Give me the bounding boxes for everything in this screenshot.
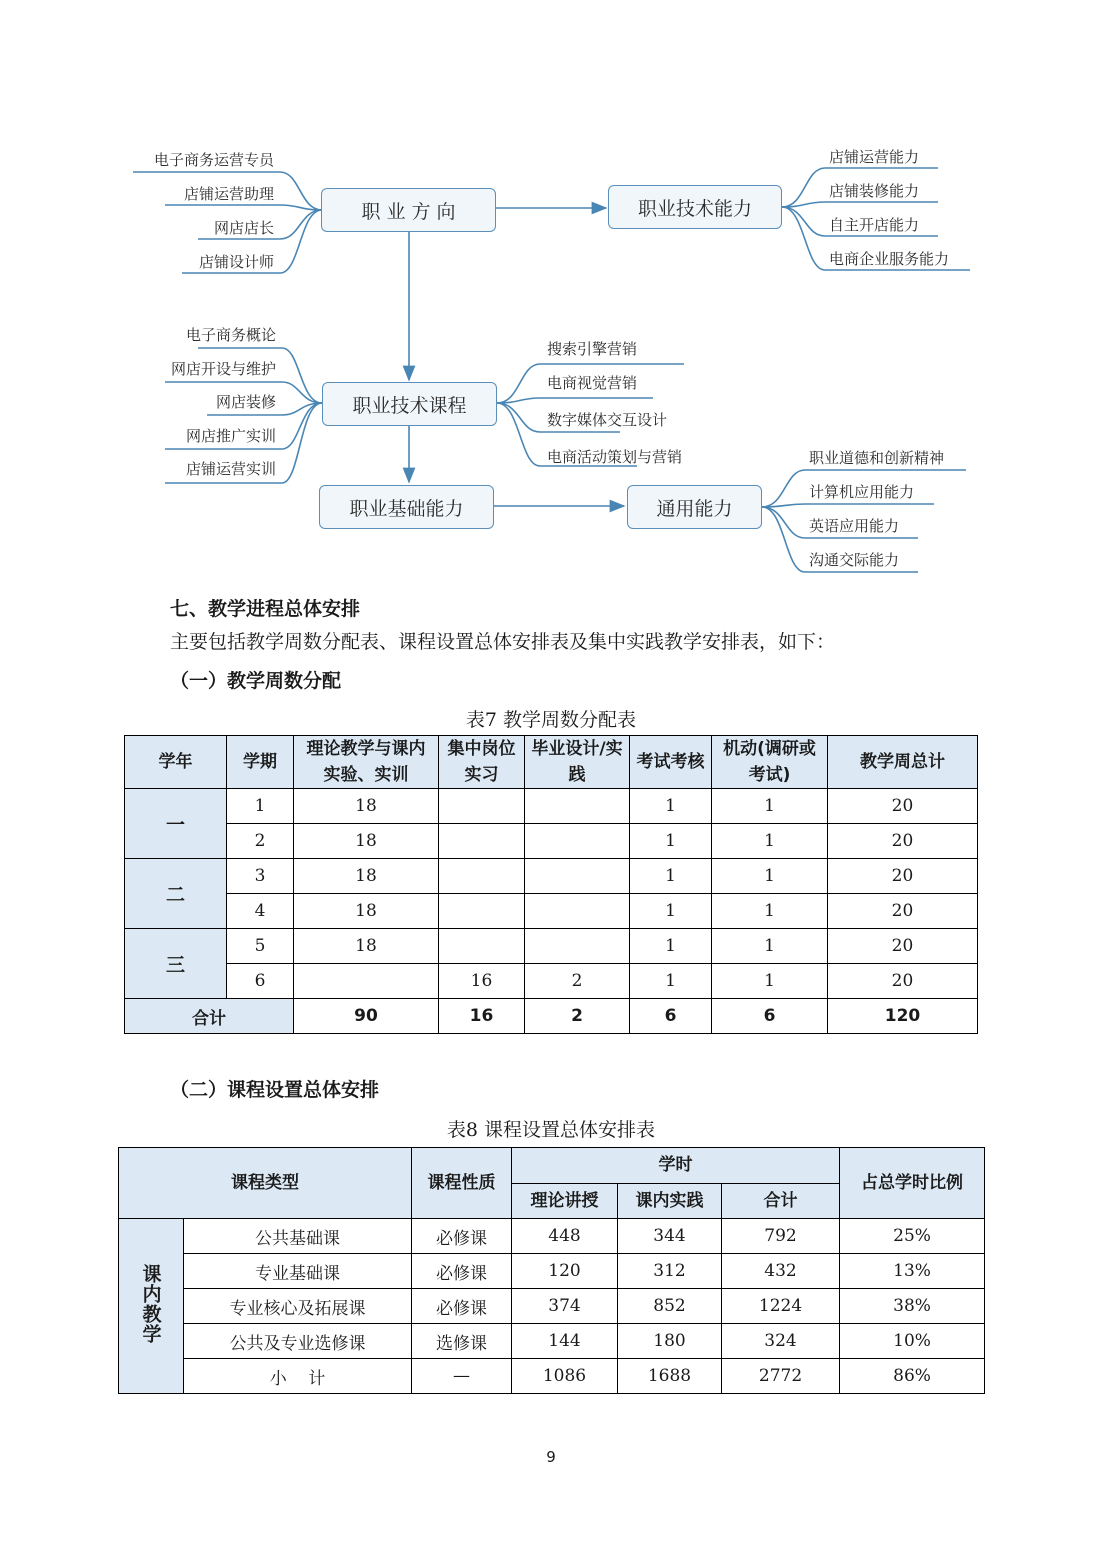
leaf-tech-course-left: 店铺运营实训	[185, 460, 276, 478]
cell: 必修课	[412, 1289, 512, 1324]
branch-line	[497, 398, 653, 403]
table-row	[119, 1219, 985, 1254]
cell: 1	[712, 824, 828, 859]
table-row	[125, 789, 978, 824]
leaf-tech-course-right: 电商活动策划与营销	[547, 448, 683, 466]
header-cell: 教学周总计	[828, 736, 978, 789]
leaf-general-ability: 沟通交际能力	[809, 551, 900, 569]
cell: 公共基础课	[184, 1219, 412, 1254]
header-cell: 考试考核	[630, 736, 712, 789]
total-cell: 6	[630, 999, 712, 1034]
cell: 144	[512, 1324, 618, 1359]
leaf-career-direction: 店铺设计师	[198, 253, 274, 271]
node-career-direction: 职 业 方 向	[321, 188, 496, 232]
cell: 86%	[840, 1359, 985, 1394]
year-cell: 一	[125, 789, 227, 859]
node-general-ability: 通用能力	[627, 485, 762, 529]
cell: 1	[630, 964, 712, 999]
cell: 10%	[840, 1324, 985, 1359]
cell: 专业基础课	[184, 1254, 412, 1289]
cell: 120	[512, 1254, 618, 1289]
table-total-row	[125, 999, 978, 1034]
total-cell: 6	[712, 999, 828, 1034]
total-cell: 2	[525, 999, 630, 1034]
table-row	[125, 964, 978, 999]
table-row	[119, 1324, 985, 1359]
cell: 20	[828, 789, 978, 824]
leaf-tech-course-left: 电子商务概论	[185, 326, 276, 344]
node-tech-course: 职业技术课程	[322, 382, 497, 426]
cell: 专业核心及拓展课	[184, 1289, 412, 1324]
cell	[525, 824, 630, 859]
cell	[525, 789, 630, 824]
section-heading: 七、教学进程总体安排	[170, 598, 361, 620]
cell: 1086	[512, 1359, 618, 1394]
node-tech-ability: 职业技术能力	[608, 185, 782, 229]
cell: 448	[512, 1219, 618, 1254]
branch-line	[782, 202, 938, 207]
branch-line	[762, 504, 934, 507]
header-cell: 理论教学与课内实验、实训	[294, 736, 439, 789]
section-intro: 主要包括教学周数分配表、课程设置总体安排表及集中实践教学安排表，如下：	[170, 631, 836, 653]
table-subtotal-row	[119, 1359, 985, 1394]
cell: 18	[294, 789, 439, 824]
cell: 18	[294, 894, 439, 929]
cell: 1	[630, 859, 712, 894]
cell	[439, 859, 525, 894]
subsection-heading: （一）教学周数分配	[170, 670, 342, 692]
cell	[525, 929, 630, 964]
header-hours: 学时	[512, 1148, 840, 1184]
header-total: 合计	[722, 1184, 840, 1219]
cell: 必修课	[412, 1219, 512, 1254]
leaf-tech-ability: 店铺运营能力	[829, 148, 920, 166]
header-theory: 理论讲授	[512, 1184, 618, 1219]
table-row	[119, 1254, 985, 1289]
header-nature: 课程性质	[412, 1148, 512, 1219]
leaf-tech-course-right: 电商视觉营销	[547, 374, 638, 392]
cell: 1688	[618, 1359, 722, 1394]
cell: —	[412, 1359, 512, 1394]
table7-caption: 表7 教学周数分配表	[465, 709, 637, 731]
table8-header-row	[119, 1148, 985, 1184]
header-cell: 学年	[125, 736, 227, 789]
year-cell: 三	[125, 929, 227, 999]
cell: 6	[227, 964, 294, 999]
teaching-weeks-table	[124, 735, 978, 1034]
year-cell: 二	[125, 859, 227, 929]
table-row	[125, 929, 978, 964]
table-row	[125, 894, 978, 929]
leaf-tech-ability: 自主开店能力	[829, 216, 920, 234]
leaf-tech-course-left: 网店装修	[215, 393, 276, 411]
cell: 20	[828, 824, 978, 859]
cell	[439, 824, 525, 859]
cell: 432	[722, 1254, 840, 1289]
cell: 2	[227, 824, 294, 859]
cell: 1	[630, 894, 712, 929]
header-cell: 机动(调研或考试)	[712, 736, 828, 789]
cell: 792	[722, 1219, 840, 1254]
leaf-tech-course-right: 搜索引擎营销	[547, 340, 638, 358]
cell: 25%	[840, 1219, 985, 1254]
cell: 1	[712, 894, 828, 929]
cell	[525, 859, 630, 894]
page-number: 9	[546, 1448, 556, 1466]
cell	[294, 964, 439, 999]
cell: 38%	[840, 1289, 985, 1324]
cell: 18	[294, 824, 439, 859]
leaf-tech-ability: 店铺装修能力	[829, 182, 920, 200]
cell: 1	[630, 824, 712, 859]
cell: 13%	[840, 1254, 985, 1289]
career-mindmap-diagram	[0, 0, 1102, 590]
cell: 18	[294, 859, 439, 894]
cell: 1	[630, 929, 712, 964]
leaf-general-ability: 计算机应用能力	[809, 483, 915, 501]
cell: 344	[618, 1219, 722, 1254]
cell: 4	[227, 894, 294, 929]
cell: 20	[828, 964, 978, 999]
cell	[525, 894, 630, 929]
course-arrangement-table	[118, 1147, 985, 1394]
table-row	[125, 859, 978, 894]
cell: 1	[712, 859, 828, 894]
total-cell: 16	[439, 999, 525, 1034]
cell: 必修课	[412, 1254, 512, 1289]
header-cell: 集中岗位实习	[439, 736, 525, 789]
cell	[439, 789, 525, 824]
leaf-general-ability: 职业道德和创新精神	[809, 449, 945, 467]
cell: 3	[227, 859, 294, 894]
cell: 324	[722, 1324, 840, 1359]
cell: 2772	[722, 1359, 840, 1394]
table-row	[119, 1289, 985, 1324]
cell: 18	[294, 929, 439, 964]
table8-caption: 表8 课程设置总体安排表	[446, 1119, 656, 1141]
header-ratio: 占总学时比例	[840, 1148, 985, 1219]
leaf-tech-course-left: 网店开设与维护	[170, 360, 276, 378]
cell: 312	[618, 1254, 722, 1289]
cell: 374	[512, 1289, 618, 1324]
cell: 1	[227, 789, 294, 824]
cell: 180	[618, 1324, 722, 1359]
total-cell: 120	[828, 999, 978, 1034]
cell: 1	[712, 929, 828, 964]
leaf-career-direction: 店铺运营助理	[183, 185, 274, 203]
cell: 选修课	[412, 1324, 512, 1359]
leaf-career-direction: 网店店长	[213, 219, 274, 237]
leaf-tech-ability: 电商企业服务能力	[829, 250, 950, 268]
cell	[439, 894, 525, 929]
cell: 1	[712, 789, 828, 824]
cell: 1224	[722, 1289, 840, 1324]
header-practice: 课内实践	[618, 1184, 722, 1219]
header-cell: 学期	[227, 736, 294, 789]
table-row	[125, 824, 978, 859]
cell: 2	[525, 964, 630, 999]
total-label: 合计	[125, 999, 294, 1034]
cell: 1	[630, 789, 712, 824]
group-label: 课内教学	[119, 1219, 184, 1394]
cell: 20	[828, 929, 978, 964]
cell: 16	[439, 964, 525, 999]
leaf-general-ability: 英语应用能力	[809, 517, 900, 535]
cell: 20	[828, 894, 978, 929]
subsection-heading: （二）课程设置总体安排	[170, 1079, 380, 1101]
cell: 小 计	[184, 1359, 412, 1394]
cell	[439, 929, 525, 964]
cell: 5	[227, 929, 294, 964]
node-basic-ability: 职业基础能力	[319, 485, 494, 529]
header-course-type: 课程类型	[119, 1148, 412, 1219]
cell: 20	[828, 859, 978, 894]
header-cell: 毕业设计/实践	[525, 736, 630, 789]
leaf-career-direction: 电子商务运营专员	[153, 151, 274, 169]
table7-header-row	[125, 736, 978, 789]
branch-line	[165, 205, 322, 210]
cell: 852	[618, 1289, 722, 1324]
leaf-tech-course-right: 数字媒体交互设计	[547, 411, 668, 429]
cell: 1	[712, 964, 828, 999]
leaf-tech-course-left: 网店推广实训	[185, 427, 276, 445]
total-cell: 90	[294, 999, 439, 1034]
cell: 公共及专业选修课	[184, 1324, 412, 1359]
